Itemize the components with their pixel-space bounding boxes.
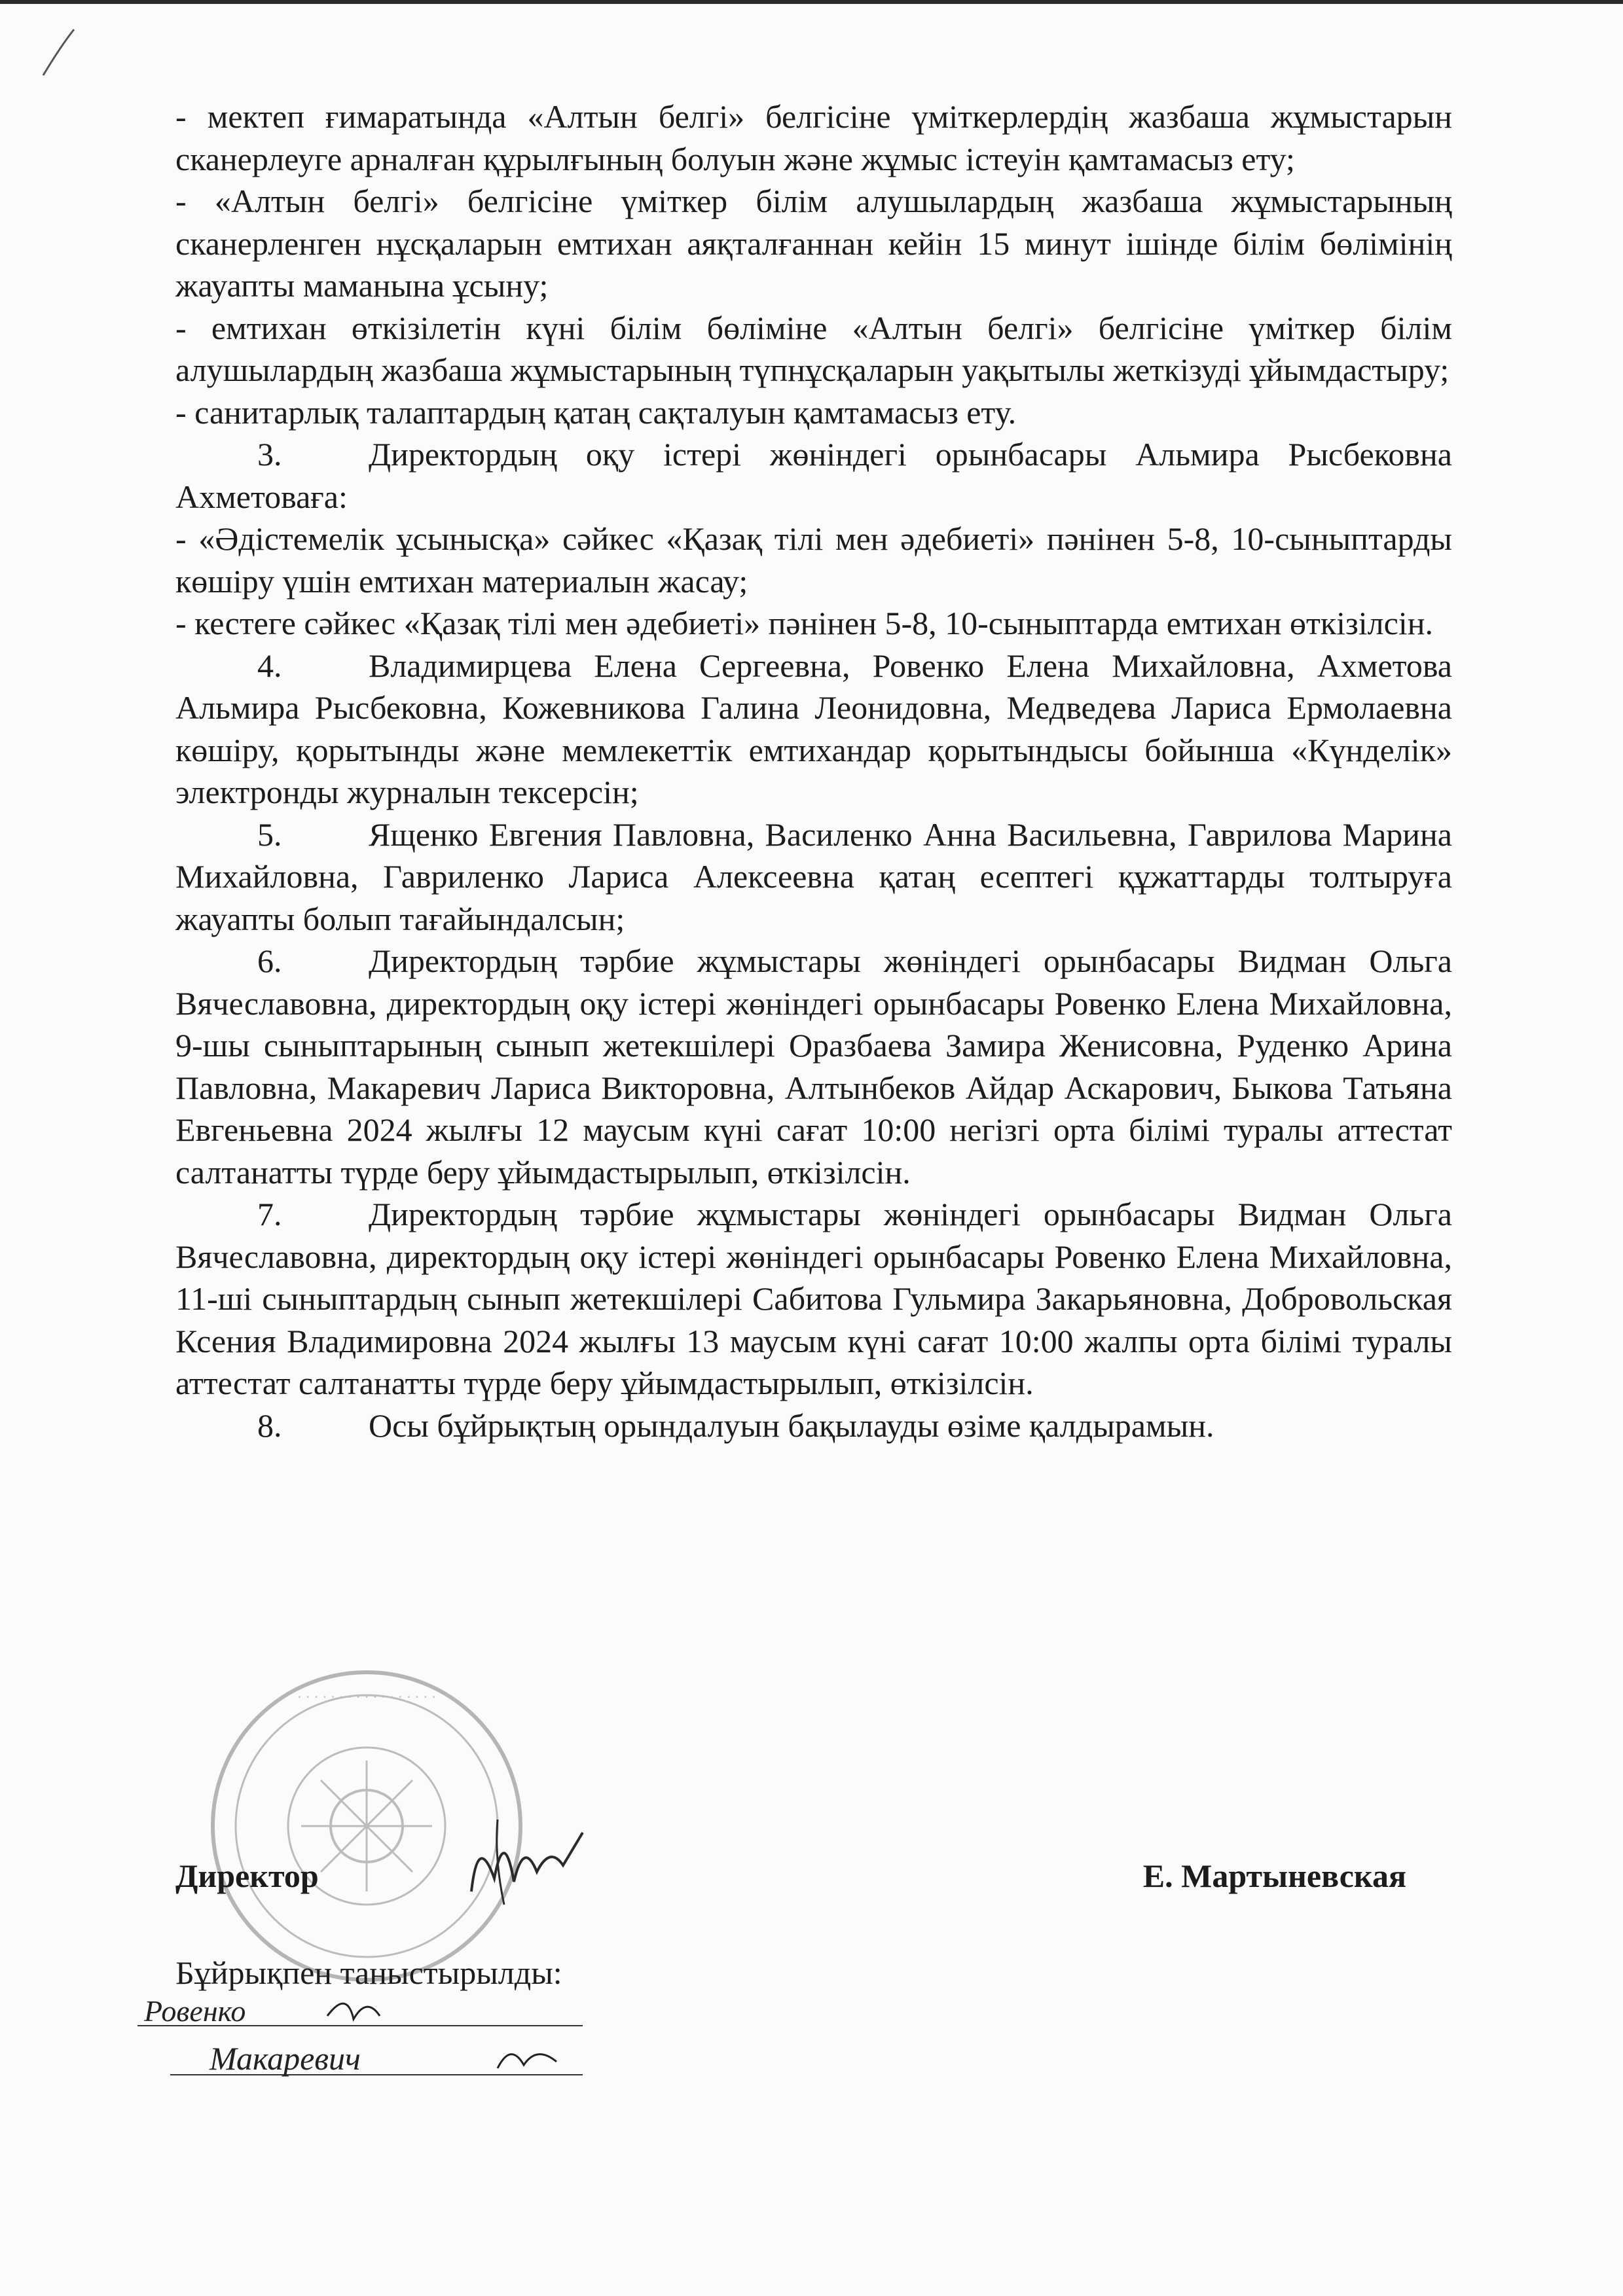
paragraph-number: 5. <box>257 816 282 853</box>
paragraph-text: Ященко Евгения Павловна, Василенко Анна Васильевна, Гаврилова Марина Михайловна, Гавриленко Лариса Алексеевна қатаң есептегі құжаттарды толтыруға жауапты болып тағайындалсын; <box>175 816 1452 937</box>
paragraph <box>175 602 1452 645</box>
paragraph-text: Директордың тәрбие жұмыстары жөніндегі орынбасары Видман Ольга Вячеславовна, директордың оқу істері жөніндегі орынбасары Ровенко Елена Михайловна, 11-ші сыныптардың сынып жетекшілері Сабитова Гульмира Закарьяновна, Добровольская Ксения Владимировна 2024 жылғы 13 маусым күні сағат 10:00 жалпы орта білімі туралы аттестат салтанатты түрде беру ұйымдастырылып, өткізілсін. <box>175 1196 1452 1401</box>
paragraph-number: 3. <box>257 436 282 473</box>
paragraph-text: - кестеге сәйкес «Қазақ тілі мен әдебиеті» пәнінен 5-8, 10-сыныптарда емтихан өткізілсін. <box>175 605 1433 641</box>
paragraph <box>175 96 1452 180</box>
handwritten-name-2: Макаревич <box>210 2040 361 2077</box>
paragraph-number: 6. <box>257 942 282 979</box>
paragraph-text: - емтихан өткізілетін күні білім бөліміне «Алтын белгі» белгісіне үміткер білім алушылардың жазбаша жұмыстарының түпнұсқаларын уақытылы жеткізуді ұйымдастыру; <box>175 309 1452 388</box>
paragraph-text: - санитарлық талаптардың қатаң сақталуын қамтамасыз ету. <box>175 393 1017 431</box>
acknowledgement-signatures <box>131 1990 589 2081</box>
paragraph-text: Директордың тәрбие жұмыстары жөніндегі орынбасары Видман Ольга Вячеславовна, директордың оқу істері жөніндегі орынбасары Ровенко Елена Михайловна, 9-шы сыныптарының сынып жетекшілері Оразбаева Замира Женисовна, Руденко Арина Павловна, Макаревич Лариса Викторовна, Алтынбеков Айдар Аскарович, Быкова Татьяна Евгеньевна 2024 жылғы 12 маусым күні сағат 10:00 негізгі орта білімі туралы аттестат салтанатты түрде беру ұйымдастырылып, өткізілсін. <box>175 942 1452 1191</box>
paragraph <box>175 518 1452 602</box>
document-body <box>175 96 1452 1446</box>
paragraph <box>175 1405 1452 1447</box>
paragraph-number: 7. <box>257 1196 282 1232</box>
signature-title: Директор <box>175 1857 319 1894</box>
paragraph <box>175 940 1452 1193</box>
paragraph-text: - «Әдістемелік ұсынысқа» сәйкес «Қазақ тілі мен әдебиеті» пәнінен 5-8, 10-сыныптарды көшіру үшін емтихан материалын жасау; <box>175 520 1452 600</box>
paragraph-number: 4. <box>257 647 282 684</box>
paragraph-text: - мектеп ғимаратында «Алтын белгі» белгісіне үміткерлердің жазбаша жұмыстарын сканерлеуге арналған құрылғының болуын және жұмыс істеуін қамтамасыз ету; <box>175 98 1452 177</box>
paragraph-text: - «Алтын белгі» белгісіне үміткер білім алушылардың жазбаша жұмыстарының сканерленген нұсқаларын емтихан аяқталғаннан кейін 15 минут ішінде білім бөлімінің жауапты маманына ұсыну; <box>175 183 1452 304</box>
pen-mark-icon <box>38 26 77 79</box>
paragraph <box>175 307 1452 391</box>
handwritten-name-1: Ровенко <box>144 1994 246 2028</box>
paragraph-text: Осы бұйрықтың орындалуын бақылауды өзіме қалдырамын. <box>369 1407 1214 1444</box>
paragraph <box>175 645 1452 814</box>
paragraph-text: Директордың оқу істері жөніндегі орынбасары Альмира Рысбековна Ахметоваға: <box>175 436 1452 515</box>
paragraph <box>175 391 1452 434</box>
acknowledgement-label: Бұйрықпен таныстырылды: <box>175 1954 562 1991</box>
paragraph-text: Владимирцева Елена Сергеевна, Ровенко Елена Михайловна, Ахметова Альмира Рысбековна, Кожевникова Галина Леонидовна, Медведева Лариса Ермолаевна көшіру, қорытынды және мемлекеттік емтихандар қорытындысы бойынша «Күнделік» электронды журналын тексерсін; <box>175 647 1452 810</box>
paragraph <box>175 1193 1452 1405</box>
paragraph <box>175 180 1452 307</box>
paragraph <box>175 433 1452 518</box>
svg-text:· · · · · · · · · · · · · · ·: · · · · · · · · · · · · · · · · · <box>297 1689 437 1705</box>
paragraph-number: 8. <box>257 1407 282 1444</box>
signature-name: Е. Мартыневская <box>1142 1857 1406 1894</box>
scan-top-edge <box>0 0 1623 4</box>
director-signature-icon <box>458 1806 589 1918</box>
paragraph <box>175 814 1452 941</box>
